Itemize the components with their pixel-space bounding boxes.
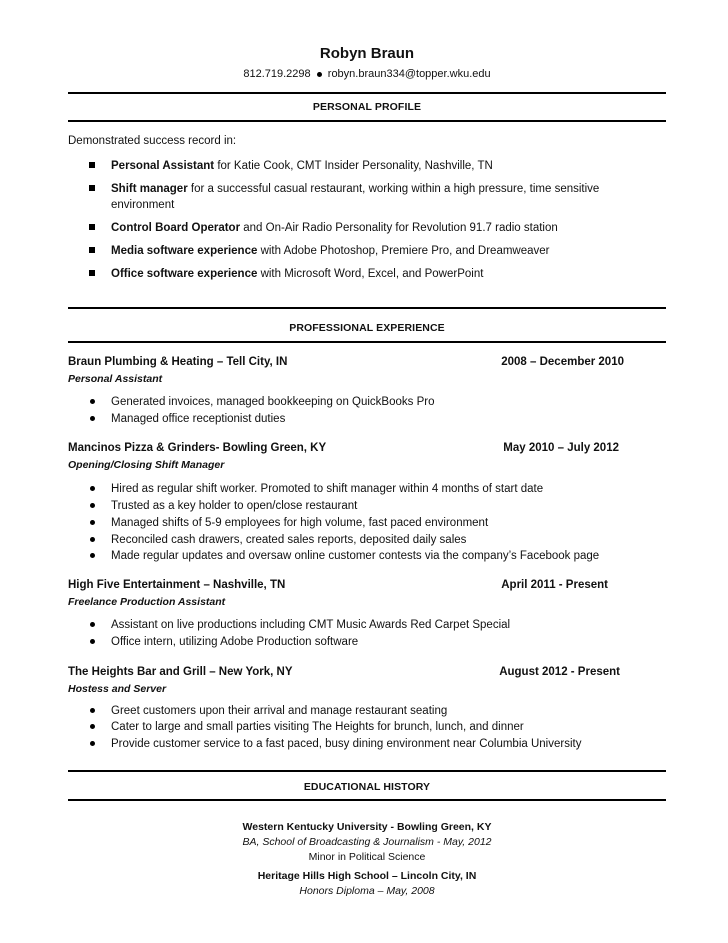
job-role: Hostess and Server: [68, 683, 167, 695]
round-bullet-icon: [90, 708, 95, 713]
contact-line: [68, 68, 666, 80]
square-bullet-icon: [89, 270, 95, 276]
profile-item-text: Control Board Operator and On-Air Radio Personality for Revolution 91.7 radio station: [111, 222, 558, 234]
round-bullet-icon: [90, 399, 95, 404]
section-heading-education: EDUCATIONAL HISTORY: [303, 781, 431, 793]
school-name: Heritage Hills High School – Lincoln City, IN: [257, 870, 477, 882]
duty-text: Hired as regular shift worker. Promoted to shift manager within 4 months of start date: [111, 483, 544, 495]
school-name: Western Kentucky University - Bowling Green, KY: [242, 821, 492, 833]
diploma: Honors Diploma – May, 2008: [299, 885, 435, 897]
duty-text: Assistant on live productions including CMT Music Awards Red Carpet Special: [111, 619, 511, 631]
profile-item-text: Media software experience with Adobe Photoshop, Premiere Pro, and Dreamweaver: [111, 245, 550, 257]
job-title: High Five Entertainment – Nashville, TN: [68, 579, 286, 591]
profile-intro: Demonstrated success record in:: [68, 135, 237, 147]
minor: Minor in Political Science: [308, 851, 426, 863]
duty-text: Made regular updates and oversaw online customer contests via the company’s Facebook page: [111, 550, 600, 562]
divider-rule: [68, 307, 666, 309]
profile-item-text: Shift manager for a successful casual restaurant, working within a high pressure, time sensitive environment: [111, 183, 600, 211]
divider-rule: [68, 799, 666, 801]
duty-text: Greet customers upon their arrival and manage restaurant seating: [111, 705, 448, 717]
square-bullet-icon: [89, 224, 95, 230]
divider-rule: [68, 92, 666, 94]
job-role: Opening/Closing Shift Manager: [68, 459, 225, 471]
job-title: Mancinos Pizza & Grinders- Bowling Green, KY: [68, 442, 327, 454]
round-bullet-icon: [90, 486, 95, 491]
section-heading-profile: PERSONAL PROFILE: [312, 101, 422, 113]
round-bullet-icon: [90, 639, 95, 644]
phone-number: 812.719.2298: [243, 68, 311, 80]
square-bullet-icon: [89, 185, 95, 191]
job-dates: April 2011 - Present: [501, 579, 608, 591]
duty-text: Managed shifts of 5-9 employees for high volume, fast paced environment: [111, 517, 489, 529]
job-role: Personal Assistant: [68, 373, 163, 385]
round-bullet-icon: [90, 520, 95, 525]
job-dates: 2008 – December 2010: [501, 356, 624, 368]
round-bullet-icon: [90, 724, 95, 729]
divider-rule: [68, 341, 666, 343]
job-dates: May 2010 – July 2012: [503, 442, 619, 454]
duty-text: Trusted as a key holder to open/close restaurant: [111, 500, 358, 512]
duty-text: Office intern, utilizing Adobe Production software: [111, 636, 359, 648]
job-dates: August 2012 - Present: [499, 666, 620, 678]
profile-item-text: Office software experience with Microsoft Word, Excel, and PowerPoint: [111, 268, 484, 280]
round-bullet-icon: [90, 416, 95, 421]
bullet-separator-icon: [317, 72, 322, 77]
job-title: The Heights Bar and Grill – New York, NY: [68, 666, 293, 678]
duty-text: Cater to large and small parties visiting The Heights for brunch, lunch, and dinner: [111, 721, 524, 733]
degree: BA, School of Broadcasting & Journalism - May, 2012: [242, 836, 492, 848]
candidate-name: Robyn Braun: [319, 45, 415, 62]
duty-text: Generated invoices, managed bookkeeping on QuickBooks Pro: [111, 396, 435, 408]
round-bullet-icon: [90, 537, 95, 542]
job-title: Braun Plumbing & Heating – Tell City, IN: [68, 356, 288, 368]
divider-rule: [68, 770, 666, 772]
section-heading-experience: PROFESSIONAL EXPERIENCE: [289, 322, 445, 334]
round-bullet-icon: [90, 741, 95, 746]
round-bullet-icon: [90, 553, 95, 558]
duty-text: Managed office receptionist duties: [111, 413, 286, 425]
divider-rule: [68, 120, 666, 122]
square-bullet-icon: [89, 247, 95, 253]
round-bullet-icon: [90, 622, 95, 627]
profile-item-text: Personal Assistant for Katie Cook, CMT Insider Personality, Nashville, TN: [111, 160, 493, 172]
email-address: robyn.braun334@topper.wku.edu: [327, 68, 491, 80]
round-bullet-icon: [90, 503, 95, 508]
duty-text: Reconciled cash drawers, created sales reports, deposited daily sales: [111, 534, 467, 546]
job-role: Freelance Production Assistant: [68, 596, 226, 608]
duty-text: Provide customer service to a fast paced, busy dining environment near Columbia University: [111, 738, 582, 750]
square-bullet-icon: [89, 162, 95, 168]
